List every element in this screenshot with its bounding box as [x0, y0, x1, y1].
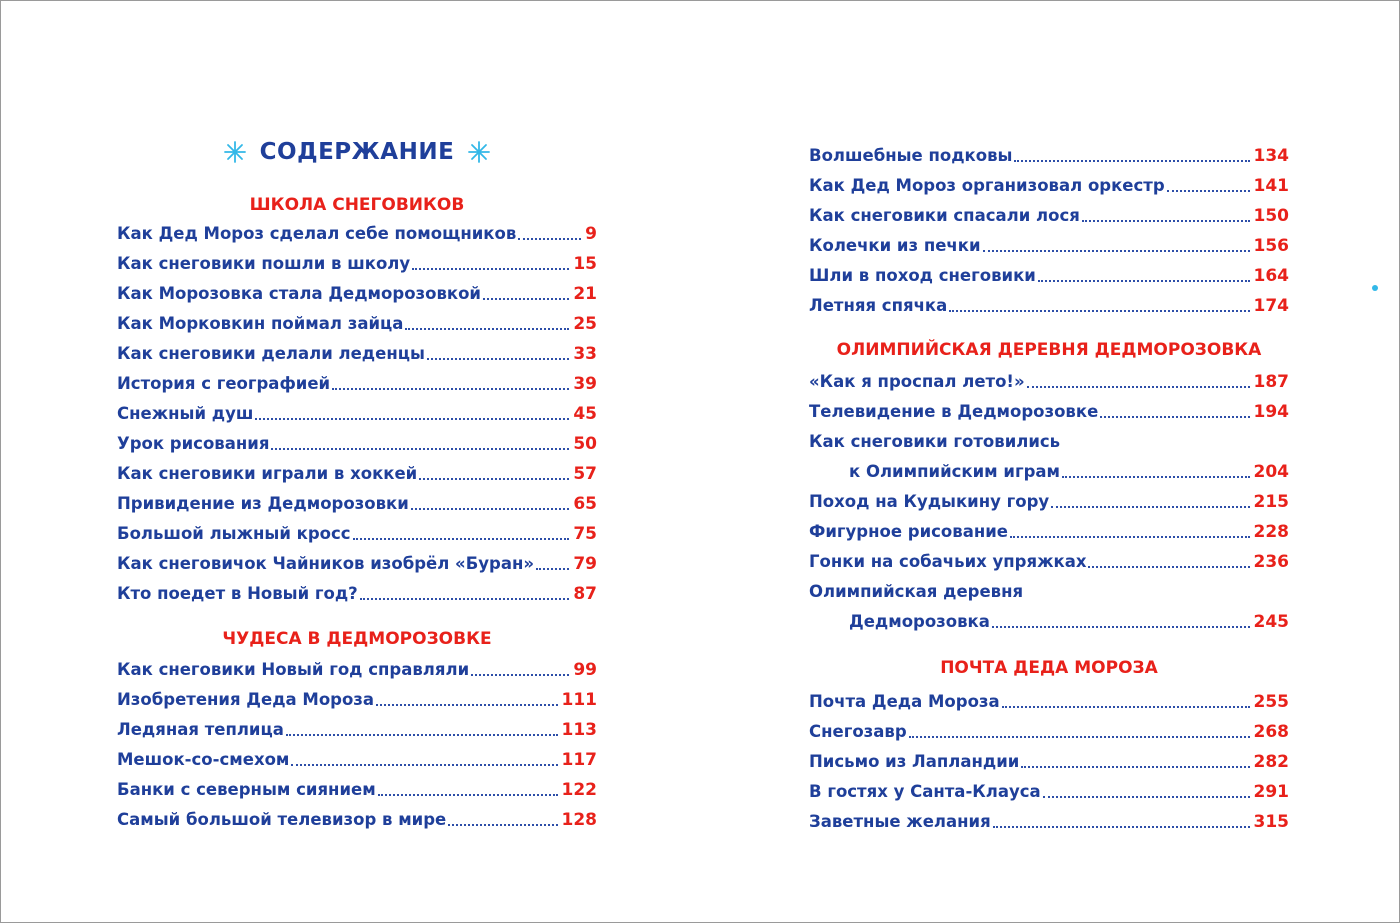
- leader-dots: [518, 237, 581, 240]
- leader-dots: [286, 733, 558, 736]
- leader-dots: [271, 447, 569, 450]
- toc-entry[interactable]: [117, 249, 597, 275]
- page-number: 255: [1253, 692, 1289, 712]
- page-number: 236: [1253, 552, 1289, 572]
- entry-title: Почта Деда Мороза: [809, 692, 1000, 711]
- toc-entry[interactable]: [809, 171, 1289, 197]
- leader-dots: [1043, 795, 1250, 798]
- entry-title: Банки с северным сиянием: [117, 780, 376, 799]
- leader-dots: [1088, 565, 1249, 568]
- entry-title: Урок рисования: [117, 434, 270, 453]
- page-number: 33: [573, 344, 597, 364]
- page-number: 45: [573, 404, 597, 424]
- leader-dots: [471, 673, 569, 676]
- page-number: 164: [1253, 266, 1289, 286]
- leader-dots: [419, 477, 569, 480]
- page-number: 291: [1253, 782, 1289, 802]
- section-heading: ШКОЛА СНЕГОВИКОВ: [249, 195, 465, 215]
- entry-title: Снежный душ: [117, 404, 254, 423]
- leader-dots: [1014, 159, 1249, 162]
- page-number: 113: [561, 720, 597, 740]
- entry-title: Привидение из Дедморозовки: [117, 494, 409, 513]
- page-number: 215: [1253, 492, 1289, 512]
- entry-title: Изобретения Деда Мороза: [117, 690, 375, 709]
- leader-dots: [536, 567, 569, 570]
- leader-dots: [448, 823, 557, 826]
- entry-title: Ледяная теплица: [117, 720, 284, 739]
- leader-dots: [1167, 189, 1250, 192]
- entry-title: Как снеговики пошли в школу: [117, 254, 411, 273]
- page-number: 315: [1253, 812, 1289, 832]
- entry-title: В гостях у Санта-Клауса: [809, 782, 1041, 801]
- toc-entry[interactable]: [117, 279, 597, 305]
- leader-dots: [360, 597, 570, 600]
- toc-entry[interactable]: [809, 427, 1289, 453]
- toc-entry[interactable]: [117, 219, 597, 245]
- entry-title: Большой лыжный кросс: [117, 524, 351, 543]
- page-number: 99: [573, 660, 597, 680]
- entry-title: Дедморозовка: [849, 612, 990, 631]
- toc-entry[interactable]: [117, 715, 597, 741]
- page-number: 194: [1253, 402, 1289, 422]
- page-number: 245: [1253, 612, 1289, 632]
- page-number: 50: [573, 434, 597, 454]
- toc-entry[interactable]: [809, 777, 1289, 803]
- entry-title: к Олимпийским играм: [849, 462, 1061, 481]
- entry-title: Как снеговики играли в хоккей: [117, 464, 418, 483]
- leader-dots: [949, 309, 1249, 312]
- leader-dots: [1038, 279, 1250, 282]
- toc-entry[interactable]: [117, 655, 597, 681]
- page-number: 75: [573, 524, 597, 544]
- toc-title: [117, 134, 597, 170]
- toc-entry[interactable]: [809, 487, 1289, 513]
- entry-title: Гонки на собачьих упряжках: [809, 552, 1087, 571]
- toc-entry[interactable]: [809, 517, 1289, 543]
- leader-dots: [427, 357, 569, 360]
- toc-entry[interactable]: [809, 141, 1289, 167]
- leader-dots: [332, 387, 569, 390]
- toc-entry[interactable]: [117, 339, 597, 365]
- leader-dots: [483, 297, 569, 300]
- leader-dots: [993, 825, 1250, 828]
- leader-dots: [1051, 505, 1249, 508]
- leader-dots: [255, 417, 569, 420]
- page-number: 57: [573, 464, 597, 484]
- page-number: 187: [1253, 372, 1289, 392]
- toc-entry[interactable]: [809, 231, 1289, 257]
- entry-title: Летняя спячка: [809, 296, 948, 315]
- entry-title: Как Морозовка стала Дедморозовкой: [117, 284, 481, 303]
- leader-dots: [992, 625, 1250, 628]
- entry-title: Как снеговики Новый год справляли: [117, 660, 470, 679]
- entry-title: Как Дед Мороз организовал оркестр: [809, 176, 1165, 195]
- entry-title: Снегозавр: [809, 722, 907, 741]
- toc-entry[interactable]: [809, 201, 1289, 227]
- toc-entry[interactable]: [809, 547, 1289, 573]
- toc-entry[interactable]: [809, 397, 1289, 423]
- toc-entry-continuation[interactable]: [809, 457, 1289, 483]
- entry-title: Самый большой телевизор в мире: [117, 810, 447, 829]
- leader-dots: [405, 327, 569, 330]
- toc-entry[interactable]: [117, 369, 597, 395]
- section-heading: ОЛИМПИЙСКАЯ ДЕРЕВНЯ ДЕДМОРОЗОВКА: [836, 340, 1262, 360]
- page-number: 156: [1253, 236, 1289, 256]
- toc-entry[interactable]: [117, 309, 597, 335]
- toc-entry[interactable]: [809, 717, 1289, 743]
- leader-dots: [1027, 385, 1250, 388]
- leader-dots: [411, 507, 570, 510]
- leader-dots: [291, 763, 557, 766]
- entry-title: Колечки из печки: [809, 236, 981, 255]
- toc-entry[interactable]: [809, 367, 1289, 393]
- leader-dots: [1062, 475, 1249, 478]
- entry-title: Мешок-со-смехом: [117, 750, 290, 769]
- entry-title: Волшебные подковы: [809, 146, 1013, 165]
- page-number: 21: [573, 284, 597, 304]
- page-number: 9: [585, 224, 597, 244]
- leader-dots: [376, 703, 557, 706]
- entry-title: Заветные желания: [809, 812, 991, 831]
- page-number: 15: [573, 254, 597, 274]
- page-number: 204: [1253, 462, 1289, 482]
- page-number: 282: [1253, 752, 1289, 772]
- entry-title: Как снеговики делали леденцы: [117, 344, 425, 363]
- leader-dots: [1002, 705, 1250, 708]
- page-number: 111: [561, 690, 597, 710]
- entry-title: Телевидение в Дедморозовке: [809, 402, 1099, 421]
- page-number: 25: [573, 314, 597, 334]
- entry-title: Олимпийская деревня: [809, 582, 1024, 601]
- entry-title: Как снеговики готовились: [809, 432, 1061, 451]
- leader-dots: [378, 793, 558, 796]
- page-number: 141: [1253, 176, 1289, 196]
- snowflake-icon: [468, 141, 490, 163]
- section-heading: ЧУДЕСА В ДЕДМОРОЗОВКЕ: [222, 629, 492, 649]
- toc-entry[interactable]: [117, 489, 597, 515]
- entry-title: Как снеговичок Чайников изобрёл «Буран»: [117, 554, 535, 573]
- toc-entry[interactable]: [117, 459, 597, 485]
- entry-title: История с географией: [117, 374, 331, 393]
- toc-title-text: СОДЕРЖАНИЕ: [259, 139, 455, 165]
- toc-entry-continuation[interactable]: [809, 607, 1289, 633]
- entry-title: Кто поедет в Новый год?: [117, 584, 358, 603]
- toc-entry[interactable]: [809, 577, 1289, 603]
- leader-dots: [1010, 535, 1250, 538]
- entry-title: Как Морковкин поймал зайца: [117, 314, 404, 333]
- page-number: 87: [573, 584, 597, 604]
- leader-dots: [1100, 415, 1249, 418]
- entry-title: «Как я проспал лето!»: [809, 372, 1025, 391]
- decorative-dot: [1372, 285, 1378, 291]
- page-number: 174: [1253, 296, 1289, 316]
- entry-title: Шли в поход снеговики: [809, 266, 1036, 285]
- leader-dots: [1082, 219, 1250, 222]
- toc-entry[interactable]: [117, 579, 597, 605]
- leader-dots: [1021, 765, 1249, 768]
- page-number: 65: [573, 494, 597, 514]
- leader-dots: [909, 735, 1250, 738]
- toc-entry[interactable]: [809, 291, 1289, 317]
- section-heading: ПОЧТА ДЕДА МОРОЗА: [940, 658, 1158, 678]
- entry-title: Фигурное рисование: [809, 522, 1008, 541]
- page-number: 134: [1253, 146, 1289, 166]
- toc-entry[interactable]: [117, 745, 597, 771]
- toc-entry[interactable]: [809, 261, 1289, 287]
- toc-entry[interactable]: [809, 687, 1289, 713]
- page-number: 117: [561, 750, 597, 770]
- snowflake-icon: [224, 141, 246, 163]
- leader-dots: [353, 537, 570, 540]
- entry-title: Письмо из Лапландии: [809, 752, 1020, 771]
- page-number: 79: [573, 554, 597, 574]
- toc-entry[interactable]: [117, 685, 597, 711]
- toc-entry[interactable]: [117, 399, 597, 425]
- toc-entry[interactable]: [117, 549, 597, 575]
- toc-entry[interactable]: [117, 805, 597, 831]
- entry-title: Как Дед Мороз сделал себе помощников: [117, 224, 517, 243]
- entry-title: Как снеговики спасали лося: [809, 206, 1080, 225]
- page-number: 128: [561, 810, 597, 830]
- page-number: 39: [573, 374, 597, 394]
- page-number: 268: [1253, 722, 1289, 742]
- toc-entry[interactable]: [117, 429, 597, 455]
- toc-entry[interactable]: [117, 519, 597, 545]
- toc-entry[interactable]: [809, 807, 1289, 833]
- page-number: 150: [1253, 206, 1289, 226]
- toc-entry[interactable]: [809, 747, 1289, 773]
- page-number: 228: [1253, 522, 1289, 542]
- leader-dots: [983, 249, 1250, 252]
- toc-entry[interactable]: [117, 775, 597, 801]
- entry-title: Поход на Кудыкину гору: [809, 492, 1050, 511]
- leader-dots: [412, 267, 569, 270]
- page-number: 122: [561, 780, 597, 800]
